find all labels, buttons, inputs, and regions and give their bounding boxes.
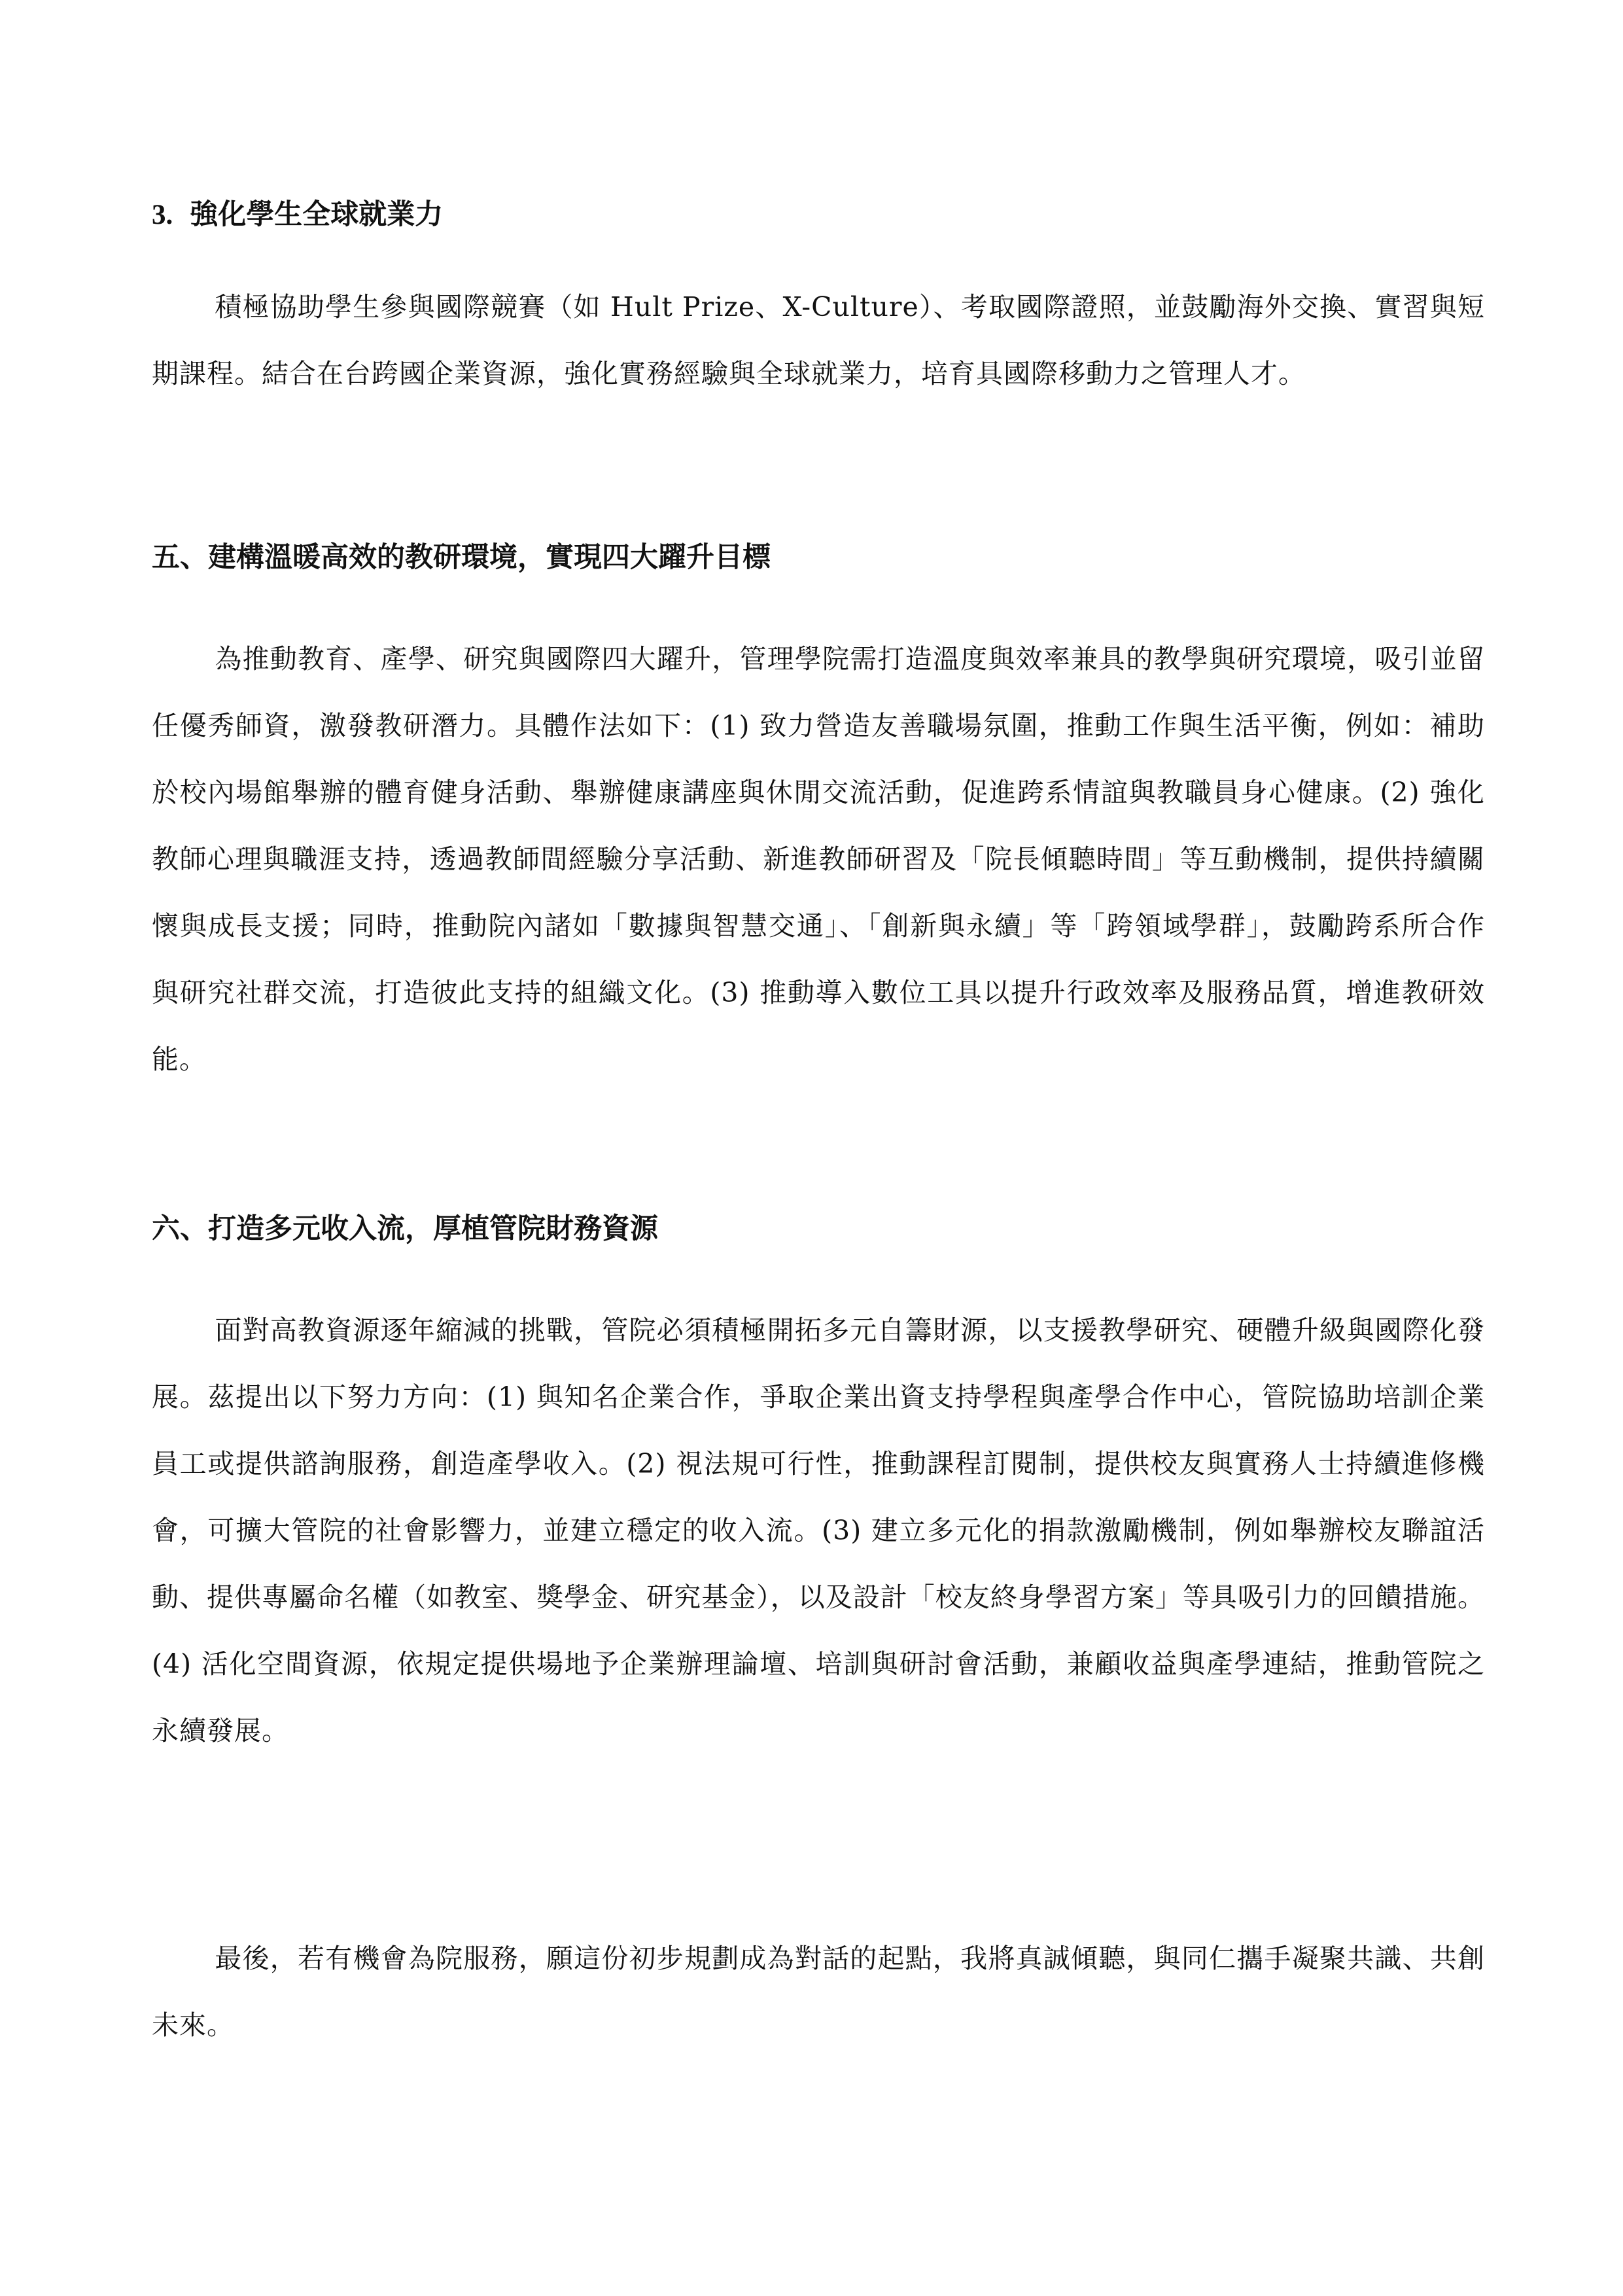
section-6-heading: 六、打造多元收入流，厚植管院財務資源: [152, 1212, 658, 1245]
closing-paragraph: 最後，若有機會為院服務，願這份初步規劃成為對話的起點，我將真誠傾聽，與同仁攜手凝聚共識、共創未來。: [152, 1943, 1485, 2041]
section-3-paragraph: 積極協助學生參與國際競賽（如 Hult Prize、X-Culture）、考取國際證照，並鼓勵海外交換、實習與短期課程。結合在台跨國企業資源，強化實務經驗與全球就業力，培育具國際移動力之管理人才。: [152, 291, 1485, 389]
section-3-title: 強化學生全球就業力: [190, 198, 444, 231]
section-5-heading: 五、建構溫暖高效的教研環境，實現四大躍升目標: [152, 541, 771, 574]
section-3-number: 3.: [152, 200, 173, 230]
section-6-paragraph: 面對高教資源逐年縮減的挑戰，管院必須積極開拓多元自籌財源，以支援教學研究、硬體升級與國際化發展。茲提出以下努力方向：(1) 與知名企業合作，爭取企業出資支持學程與產學合作中心，管院協助培訓企業員工或提供諮詢服務，創造產學收入。(2) 視法規可行性，推動課程訂閱制，提供校友與實務人士持續進修機會，可擴大管院的社會影響力，並建立穩定的收入流。(3) 建立多元化的捐款激勵機制，例如舉辦校友聯誼活動、提供專屬命名權（如教室、獎學金、研究基金），以及設計「校友終身學習方案」等具吸引力的回饋措施。(4) 活化空間資源，依規定提供場地予企業辦理論壇、培訓與研討會活動，兼顧收益與產學連結，推動管院之永續發展。: [152, 1315, 1485, 1746]
section-5-paragraph: 為推動教育、產學、研究與國際四大躍升，管理學院需打造溫度與效率兼具的教學與研究環境，吸引並留任優秀師資，激發教研潛力。具體作法如下：(1) 致力營造友善職場氛圍，推動工作與生活平衡，例如：補助於校內場館舉辦的體育健身活動、舉辦健康講座與休閒交流活動，促進跨系情誼與教職員身心健康。(2) 強化教師心理與職涯支持，透過教師間經驗分享活動、新進教師研習及「院長傾聽時間」等互動機制，提供持續關懷與成長支援；同時，推動院內諸如「數據與智慧交通」、「創新與永續」等「跨領域學群」，鼓勵跨系所合作與研究社群交流，打造彼此支持的組織文化。(3) 推動導入數位工具以提升行政效率及服務品質，增進教研效能。: [152, 643, 1485, 1075]
section-3-heading: [152, 196, 1485, 234]
